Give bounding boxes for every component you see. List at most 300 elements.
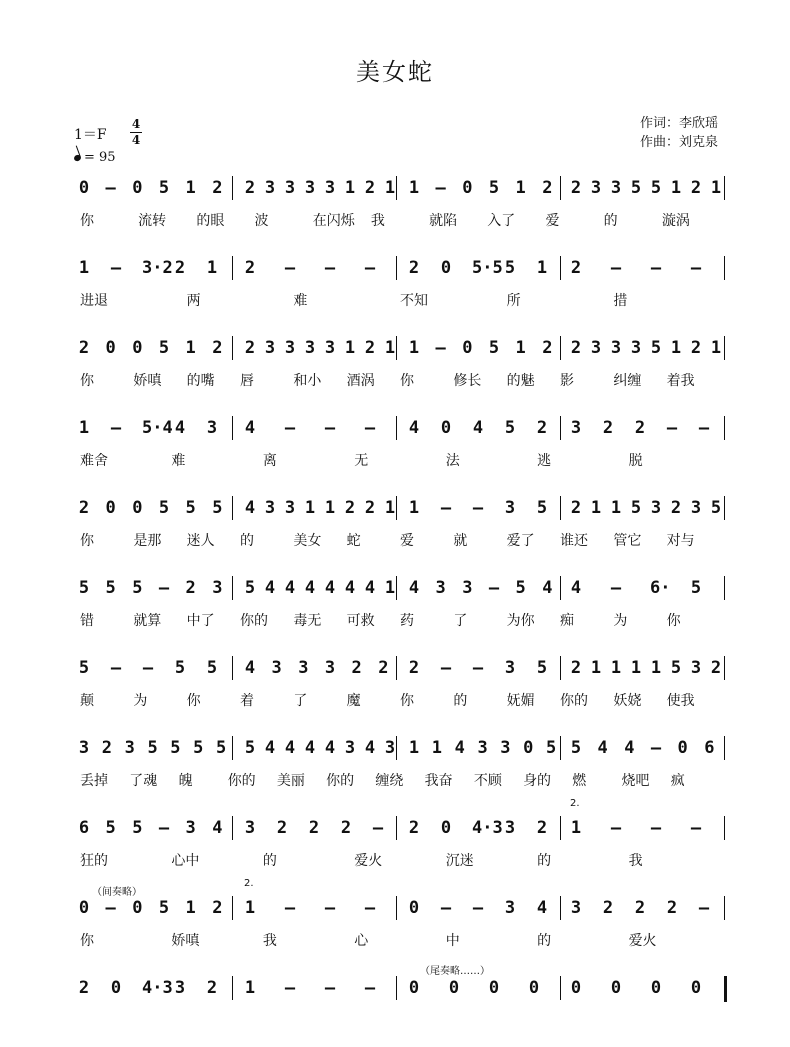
note: 5 (158, 338, 170, 358)
note: 4 (304, 578, 316, 598)
tempo-value: = 95 (84, 150, 116, 165)
lyric-word: 你的 (326, 773, 355, 789)
note: 2 (602, 418, 614, 438)
barline (396, 656, 397, 680)
note: 2 (78, 338, 90, 358)
note: 0 (78, 898, 90, 918)
lyric-word: 迷人 (186, 533, 215, 549)
barline (724, 896, 725, 920)
note: – (440, 898, 452, 918)
note: 2 (602, 898, 614, 918)
note: 4 (264, 578, 276, 598)
note: 1 (570, 818, 582, 838)
note: 0 (408, 898, 420, 918)
note: 0 (132, 178, 143, 198)
note: 0 (488, 978, 500, 998)
note: 4 (344, 578, 356, 598)
note: 5 (570, 738, 582, 758)
note: 1 (185, 338, 196, 358)
note: 0 (462, 338, 473, 358)
note: 2 (101, 738, 112, 758)
barline (396, 496, 397, 520)
note: 3·2 (142, 258, 173, 278)
composer-credit: 作曲：刘克泉 (640, 135, 719, 150)
note: 4 (454, 738, 465, 758)
key-signature: 1＝F (74, 127, 107, 143)
lyric-word: 美女 (293, 533, 322, 549)
barline (232, 896, 233, 920)
note: 1 (384, 338, 396, 358)
lyric-word: 难 (293, 293, 308, 309)
note: 2 (570, 338, 582, 358)
note: 2 (570, 178, 582, 198)
note: 5 (132, 578, 143, 598)
lyric-word: 为 (133, 693, 148, 709)
lyric-word: 着 (240, 693, 254, 709)
lyric-word: 修长 (453, 373, 482, 389)
note: 5 (132, 818, 143, 838)
lyric-word: 所 (506, 293, 521, 309)
lyric-word: 妩媚 (506, 693, 535, 709)
lyric-word: 美丽 (276, 773, 305, 789)
note: 5 (105, 818, 116, 838)
note: – (324, 258, 336, 278)
lyric-word: 逃 (537, 453, 552, 469)
note: 2 (185, 578, 196, 598)
note: 4 (624, 738, 635, 758)
lyric-word: 的 (240, 533, 254, 549)
lyric-word: 是那 (133, 533, 162, 549)
note: 5 (206, 658, 218, 678)
note: 1 (630, 658, 642, 678)
barline (724, 816, 725, 840)
note: 1 (384, 578, 396, 598)
lyric-word: 爱火 (628, 933, 657, 949)
note: 3 (304, 338, 316, 358)
note: – (698, 898, 710, 918)
barline (396, 576, 397, 600)
note: 3 (244, 818, 256, 838)
note: 0 (440, 418, 452, 438)
lyric-word: 你 (80, 933, 94, 949)
note: 2 (570, 658, 582, 678)
lyric-word: 错 (80, 613, 94, 629)
note: 1 (384, 498, 396, 518)
lyric-word: 心 (354, 933, 369, 949)
note: 2 (408, 258, 420, 278)
note: 1 (78, 418, 90, 438)
note: 1 (185, 178, 196, 198)
note: 3 (610, 338, 622, 358)
song-title: 美女蛇 (356, 58, 434, 86)
note: 5 (536, 658, 548, 678)
lyric-word: 可救 (346, 613, 375, 629)
lyric-word: 爱火 (354, 853, 383, 869)
barline (396, 176, 397, 200)
barline (232, 176, 233, 200)
note: 4 (304, 738, 316, 758)
lyric-word: 你 (400, 693, 414, 709)
lyric-word: 你的 (227, 773, 256, 789)
note: 4 (244, 658, 256, 678)
lyric-word: 难 (171, 453, 186, 469)
lyric-word: 我奋 (424, 773, 453, 789)
note: 1 (408, 498, 420, 518)
note: 4 (536, 898, 548, 918)
note: 3 (690, 658, 702, 678)
note: – (158, 578, 170, 598)
lyric-word: 痴 (560, 613, 574, 629)
lyric-word: 脱 (628, 453, 643, 469)
note: – (698, 418, 710, 438)
lyric-word: 魔 (346, 693, 361, 709)
lyric-word: 的嘴 (186, 373, 215, 389)
note: 3 (435, 578, 446, 598)
note: 3 (324, 338, 336, 358)
note: 3 (570, 898, 582, 918)
note: 5·4 (142, 418, 173, 438)
note: 2 (542, 338, 553, 358)
lyric-word: 为 (613, 613, 628, 629)
note: 3 (384, 738, 396, 758)
note: 1 (206, 258, 218, 278)
barline (724, 176, 725, 200)
note: 4 (264, 738, 276, 758)
barline (560, 416, 561, 440)
note: 3 (504, 658, 516, 678)
note: 2 (212, 338, 223, 358)
note: 2 (276, 818, 288, 838)
note: 2 (690, 338, 702, 358)
note: 0 (528, 978, 540, 998)
note: 3 (298, 658, 309, 678)
note: 5 (630, 178, 642, 198)
note: 1 (650, 658, 662, 678)
note: 1 (244, 978, 256, 998)
note: 6· (650, 578, 671, 598)
lyric-word: 烧吧 (621, 773, 650, 789)
note: – (690, 258, 702, 278)
lyric-word: 了 (453, 613, 468, 629)
note: 1 (710, 338, 722, 358)
lyric-word: 离 (262, 453, 277, 469)
note: 4 (284, 738, 296, 758)
lyric-word: 影 (560, 373, 574, 389)
lyric-word: 的魅 (506, 373, 535, 389)
lyric-word: 和小 (293, 373, 322, 389)
note: 1 (344, 338, 356, 358)
note: 2 (542, 178, 553, 198)
note: 2 (364, 498, 376, 518)
lyric-word: 狂的 (80, 853, 108, 869)
note: – (142, 658, 154, 678)
note: 3 (284, 338, 296, 358)
note: 1 (384, 178, 396, 198)
note: 1 (590, 658, 602, 678)
note: 3 (590, 178, 602, 198)
note: 0 (132, 498, 143, 518)
note: – (440, 498, 452, 518)
tempo-marking (74, 150, 116, 165)
note: 5 (650, 178, 662, 198)
outro-note: （尾奏略……） (420, 966, 490, 977)
note: 2 (666, 898, 678, 918)
note: 3 (212, 578, 223, 598)
lyric-word: 你 (400, 373, 414, 389)
note: 5 (515, 578, 526, 598)
barline (232, 736, 233, 760)
note: 1 (610, 498, 622, 518)
barline (232, 976, 233, 1000)
note: 4 (408, 578, 420, 598)
note: 3 (206, 418, 218, 438)
note: 5 (536, 498, 548, 518)
note: – (435, 178, 446, 198)
note: 3 (324, 658, 336, 678)
note: 4 (472, 418, 484, 438)
lyric-word: 进退 (80, 293, 108, 309)
note: 3 (271, 658, 282, 678)
score-line-8 (0, 730, 790, 800)
lyric-word: 就算 (133, 613, 162, 629)
note: 0 (570, 978, 582, 998)
note: 1 (536, 258, 548, 278)
note: 0 (105, 338, 116, 358)
note: 2 (351, 658, 362, 678)
note: 3 (504, 498, 516, 518)
time-numerator: 4 (131, 117, 141, 131)
note: 0 (110, 978, 122, 998)
note: 4 (597, 738, 608, 758)
note: 5 (504, 418, 516, 438)
lyric-word: 魄 (178, 773, 193, 789)
note: 5 (216, 738, 227, 758)
note: 0 (448, 978, 460, 998)
note: 1 (408, 338, 420, 358)
note: – (110, 258, 122, 278)
note: 2 (408, 818, 420, 838)
lyric-word: 了 (293, 693, 308, 709)
note: 2 (244, 258, 256, 278)
barline (560, 256, 561, 280)
note: – (610, 578, 622, 598)
note: 2 (344, 498, 356, 518)
lyric-word: 难舍 (80, 453, 108, 469)
note: 3 (610, 178, 622, 198)
lyric-word: 毒无 (293, 613, 322, 629)
note: 1 (408, 178, 420, 198)
note: 1 (78, 258, 90, 278)
first-ending-mark: 2. (570, 798, 580, 809)
lyric-word: 丢掉 (80, 773, 108, 789)
note: 3 (264, 178, 276, 198)
note: 3 (590, 338, 602, 358)
note: 5 (170, 738, 181, 758)
note: 1 (344, 178, 356, 198)
lyric-word: 你 (186, 693, 201, 709)
lyric-word: 不顾 (473, 773, 502, 789)
note: 1 (324, 498, 336, 518)
note: – (324, 978, 336, 998)
note: 5 (174, 658, 186, 678)
note: 0 (677, 738, 688, 758)
barline (396, 896, 397, 920)
lyric-word: 药 (400, 613, 414, 629)
note: – (472, 898, 484, 918)
lyric-word: 的 (537, 853, 552, 869)
note: 1 (670, 338, 682, 358)
barline (232, 656, 233, 680)
note: 4 (244, 418, 256, 438)
barline (232, 256, 233, 280)
note: 5 (244, 738, 256, 758)
note: 5 (244, 578, 256, 598)
lyric-word: 的眼 (196, 213, 225, 229)
lyric-word: 颠 (80, 693, 94, 709)
note: 3 (185, 818, 196, 838)
note: 5 (488, 178, 500, 198)
note: 2 (378, 658, 389, 678)
lyricist-credit: 作词：李欣瑶 (640, 116, 719, 131)
score-line-2 (0, 250, 790, 320)
note: 5 (546, 738, 557, 758)
lyric-word: 漩涡 (661, 213, 690, 229)
note: 1 (431, 738, 442, 758)
lyric-word: 就陷 (429, 213, 458, 229)
note: 4 (408, 418, 420, 438)
lyric-word: 你 (80, 213, 94, 229)
note: 4 (324, 578, 336, 598)
note: 4 (364, 578, 376, 598)
barline (560, 736, 561, 760)
note: – (440, 658, 452, 678)
barline (724, 256, 725, 280)
note: – (158, 818, 170, 838)
note: 5 (78, 658, 90, 678)
barline (232, 576, 233, 600)
note: 0 (78, 178, 90, 198)
note: 0 (462, 178, 473, 198)
lyric-word: 疯 (670, 773, 685, 789)
note: 4 (284, 578, 296, 598)
lyric-word: 为你 (506, 613, 535, 629)
note: 3 (504, 898, 516, 918)
lyric-word: 爱 (400, 533, 414, 549)
barline (724, 656, 725, 680)
note: 5 (105, 578, 116, 598)
barline (232, 496, 233, 520)
note: 2 (78, 498, 90, 518)
note: 5 (193, 738, 204, 758)
note: 3 (344, 738, 356, 758)
note: 3 (570, 418, 582, 438)
note: 3 (264, 498, 276, 518)
score-line-10 (0, 890, 790, 960)
note: 0 (610, 978, 622, 998)
lyric-word: 酒涡 (346, 373, 375, 389)
lyric-word: 身的 (523, 773, 552, 789)
note: 0 (690, 978, 702, 998)
score-line-5 (0, 490, 790, 560)
lyric-word: 流转 (138, 213, 167, 229)
note: 0 (523, 738, 534, 758)
note: 1 (244, 898, 256, 918)
barline (560, 336, 561, 360)
score-line-4 (0, 410, 790, 480)
note: 4·3 (472, 818, 503, 838)
lyric-word: 你的 (560, 693, 588, 709)
lyric-word: 谁还 (560, 533, 588, 549)
note: 4 (364, 738, 376, 758)
lyric-word: 妖娆 (613, 693, 642, 709)
lyric-word: 唇 (240, 373, 254, 389)
note: 2 (690, 178, 702, 198)
barline (724, 336, 725, 360)
note: 3 (304, 178, 316, 198)
lyric-word: 爱 (545, 213, 560, 229)
note: – (284, 978, 296, 998)
lyric-word: 我 (628, 853, 643, 869)
note: – (324, 898, 336, 918)
note: 0 (408, 978, 420, 998)
note: 3 (174, 978, 186, 998)
note: – (372, 818, 384, 838)
lyric-word: 无 (354, 453, 369, 469)
lyric-word: 在闪烁 (312, 213, 355, 229)
interlude-note: （间奏略） (92, 887, 142, 898)
note: – (105, 178, 116, 198)
lyric-word: 娇嗔 (133, 373, 162, 389)
note: 3 (284, 498, 296, 518)
barline (232, 416, 233, 440)
note: – (610, 818, 622, 838)
note: 5 (185, 498, 196, 518)
note: 2 (670, 498, 682, 518)
lyric-word: 就 (453, 533, 468, 549)
note: 1 (610, 658, 622, 678)
note: – (110, 418, 122, 438)
note: 4 (212, 818, 223, 838)
barline (560, 896, 561, 920)
lyric-word: 沉迷 (445, 853, 474, 869)
lyric-word: 你 (80, 373, 94, 389)
lyric-word: 了魂 (129, 773, 158, 789)
note: 1 (590, 498, 602, 518)
note: – (324, 418, 336, 438)
note: 2 (212, 178, 223, 198)
note: 6 (78, 818, 90, 838)
lyric-word: 对与 (666, 533, 695, 549)
lyric-word: 波 (254, 213, 269, 229)
note: – (110, 658, 122, 678)
lyric-word: 着我 (666, 373, 695, 389)
lyric-word: 我 (262, 933, 277, 949)
barline (724, 576, 725, 600)
note: – (284, 418, 296, 438)
barline (396, 416, 397, 440)
barline (396, 336, 397, 360)
note: 2 (570, 498, 582, 518)
lyric-word: 管它 (613, 533, 642, 549)
note: 2 (364, 338, 376, 358)
note: 3 (462, 578, 473, 598)
note: 4 (542, 578, 553, 598)
note: 3 (264, 338, 276, 358)
barline (560, 176, 561, 200)
lyric-word: 两 (186, 293, 201, 309)
note: 0 (105, 498, 116, 518)
barline (560, 576, 561, 600)
